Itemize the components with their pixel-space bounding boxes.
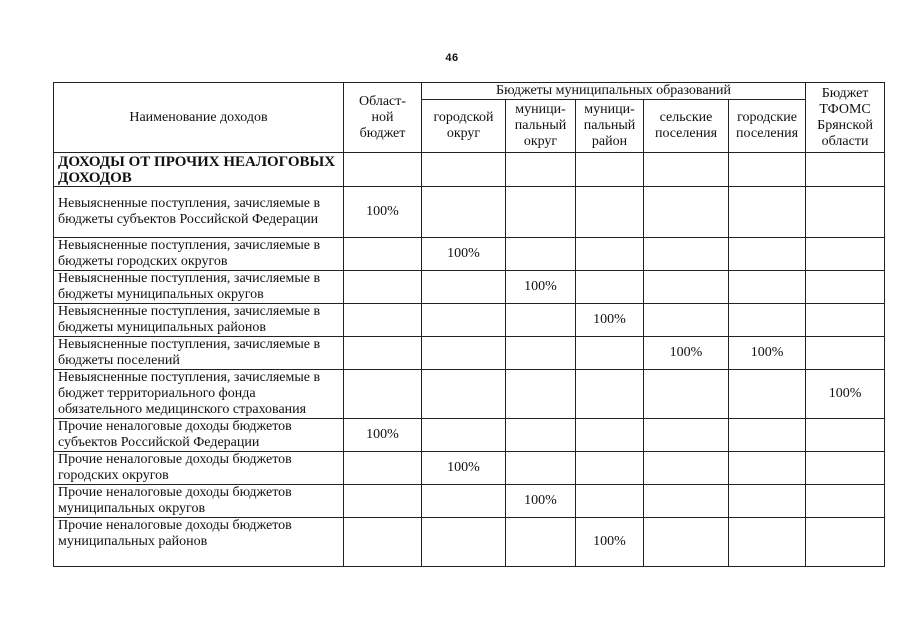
cell-urban-settlements <box>729 187 806 238</box>
cell-tfoms <box>806 238 885 271</box>
table-row <box>54 304 885 337</box>
header-revenue-name: Наименование доходов <box>54 83 344 153</box>
cell-rural-settlements <box>644 370 729 419</box>
cell-city-district <box>422 518 506 567</box>
cell-municipal-area: 100% <box>576 518 644 567</box>
cell-regional: 100% <box>344 187 422 238</box>
cell-rural-settlements <box>644 485 729 518</box>
cell-rural-settlements <box>644 271 729 304</box>
revenue-name-cell: Невыясненные поступления, зачисляемые в бюджеты городских округов <box>54 238 344 271</box>
cell-urban-settlements <box>729 452 806 485</box>
cell-rural-settlements <box>644 304 729 337</box>
cell-urban-settlements <box>729 304 806 337</box>
cell-municipal-district <box>506 337 576 370</box>
revenue-name-cell: Прочие неналоговые доходы бюджетов субъектов Российской Федерации <box>54 419 344 452</box>
table-row <box>54 337 885 370</box>
cell-regional <box>344 238 422 271</box>
table-row <box>54 485 885 518</box>
cell-city-district <box>422 271 506 304</box>
cell-city-district <box>422 337 506 370</box>
revenue-name-cell: Невыясненные поступления, зачисляемые в бюджеты муниципальных округов <box>54 271 344 304</box>
cell-municipal-district <box>506 238 576 271</box>
table-row <box>54 419 885 452</box>
cell-municipal-district <box>506 187 576 238</box>
section-title: ДОХОДЫ ОТ ПРОЧИХ НЕАЛОГОВЫХ ДОХОДОВ <box>54 153 344 187</box>
cell-municipal-area: 100% <box>576 304 644 337</box>
cell-city-district <box>422 187 506 238</box>
cell-rural-settlements <box>644 452 729 485</box>
cell-city-district: 100% <box>422 238 506 271</box>
cell-city-district <box>422 304 506 337</box>
table-row <box>54 271 885 304</box>
cell-municipal-area <box>576 452 644 485</box>
cell-tfoms: 100% <box>806 370 885 419</box>
cell-municipal-area <box>576 370 644 419</box>
empty-cell <box>422 153 506 187</box>
cell-regional <box>344 370 422 419</box>
cell-regional <box>344 304 422 337</box>
cell-urban-settlements <box>729 518 806 567</box>
header-regional-budget: Област- ной бюджет <box>344 83 422 153</box>
cell-regional <box>344 518 422 567</box>
cell-municipal-district <box>506 304 576 337</box>
empty-cell <box>644 153 729 187</box>
cell-urban-settlements <box>729 271 806 304</box>
cell-rural-settlements <box>644 419 729 452</box>
empty-cell <box>806 153 885 187</box>
cell-tfoms <box>806 485 885 518</box>
cell-regional <box>344 452 422 485</box>
cell-municipal-area <box>576 419 644 452</box>
table-row <box>54 238 885 271</box>
cell-municipal-area <box>576 485 644 518</box>
cell-municipal-district <box>506 370 576 419</box>
revenue-name-cell: Невыясненные поступления, зачисляемые в бюджеты муниципальных районов <box>54 304 344 337</box>
header-city-district: городской округ <box>422 100 506 153</box>
empty-cell <box>729 153 806 187</box>
revenue-name-cell: Прочие неналоговые доходы бюджетов муниципальных районов <box>54 518 344 567</box>
table-row <box>54 518 885 567</box>
cell-rural-settlements <box>644 518 729 567</box>
cell-city-district: 100% <box>422 452 506 485</box>
cell-urban-settlements <box>729 485 806 518</box>
revenue-distribution-table <box>53 82 885 567</box>
header-municipal-budgets: Бюджеты муниципальных образований <box>422 83 806 100</box>
revenue-name-cell: Невыясненные поступления, зачисляемые в бюджеты поселений <box>54 337 344 370</box>
empty-cell <box>506 153 576 187</box>
cell-city-district <box>422 419 506 452</box>
cell-rural-settlements <box>644 187 729 238</box>
cell-municipal-district: 100% <box>506 485 576 518</box>
table-row <box>54 452 885 485</box>
cell-urban-settlements: 100% <box>729 337 806 370</box>
cell-rural-settlements <box>644 238 729 271</box>
cell-city-district <box>422 370 506 419</box>
cell-municipal-area <box>576 238 644 271</box>
cell-tfoms <box>806 187 885 238</box>
header-urban-settlements: городские поселения <box>729 100 806 153</box>
cell-rural-settlements: 100% <box>644 337 729 370</box>
empty-cell <box>576 153 644 187</box>
header-municipal-area: муници- пальный район <box>576 100 644 153</box>
cell-municipal-district <box>506 518 576 567</box>
header-tfoms-budget: Бюджет ТФОМС Брянской области <box>806 83 885 153</box>
table-row <box>54 187 885 238</box>
cell-municipal-area <box>576 271 644 304</box>
cell-tfoms <box>806 271 885 304</box>
cell-tfoms <box>806 518 885 567</box>
cell-regional <box>344 485 422 518</box>
cell-urban-settlements <box>729 238 806 271</box>
cell-tfoms <box>806 304 885 337</box>
cell-city-district <box>422 485 506 518</box>
cell-regional <box>344 271 422 304</box>
revenue-name-cell: Невыясненные поступления, зачисляемые в бюджет территориального фонда обязательного медицинского страхования <box>54 370 344 419</box>
cell-urban-settlements <box>729 370 806 419</box>
cell-municipal-district <box>506 452 576 485</box>
cell-municipal-area <box>576 337 644 370</box>
header-municipal-district: муници- пальный округ <box>506 100 576 153</box>
cell-municipal-district <box>506 419 576 452</box>
table-row <box>54 370 885 419</box>
cell-regional <box>344 337 422 370</box>
cell-urban-settlements <box>729 419 806 452</box>
header-rural-settlements: сельские поселения <box>644 100 729 153</box>
revenue-name-cell: Невыясненные поступления, зачисляемые в бюджеты субъектов Российской Федерации <box>54 187 344 238</box>
revenue-name-cell: Прочие неналоговые доходы бюджетов городских округов <box>54 452 344 485</box>
cell-tfoms <box>806 337 885 370</box>
cell-municipal-district: 100% <box>506 271 576 304</box>
cell-tfoms <box>806 452 885 485</box>
cell-tfoms <box>806 419 885 452</box>
cell-municipal-area <box>576 187 644 238</box>
section-row <box>54 153 885 187</box>
revenue-name-cell: Прочие неналоговые доходы бюджетов муниципальных округов <box>54 485 344 518</box>
cell-regional: 100% <box>344 419 422 452</box>
page-number: 46 <box>445 52 459 64</box>
empty-cell <box>344 153 422 187</box>
